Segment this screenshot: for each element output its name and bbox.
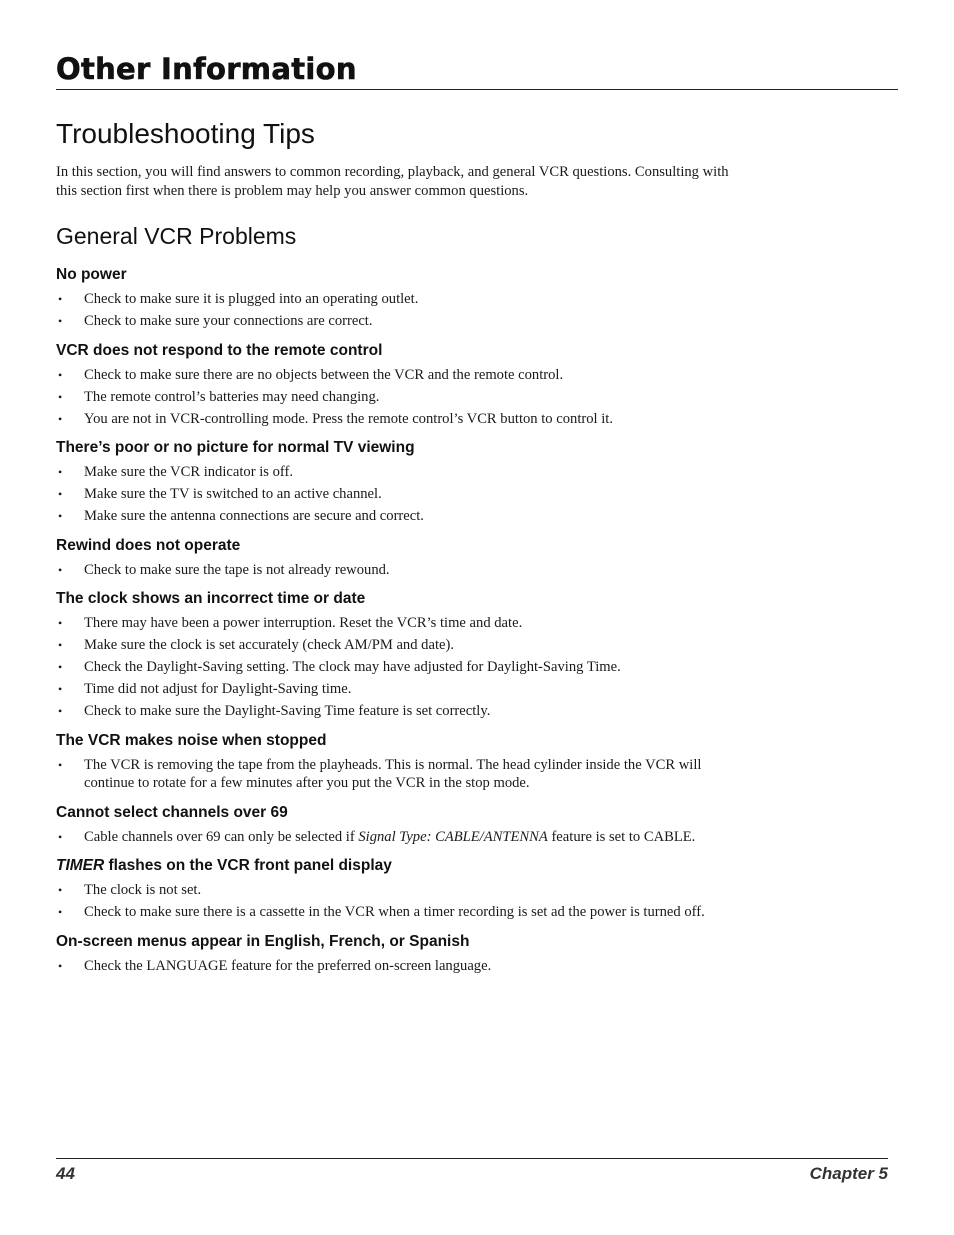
bullet-icon: • <box>58 704 63 718</box>
list-item-text: Make sure the antenna connections are secure and correct. <box>84 508 424 524</box>
problem-heading: Rewind does not operate <box>56 536 241 554</box>
list-item-text: Check to make sure the Daylight-Saving Time feature is set correctly. <box>84 703 491 719</box>
bullet-icon: • <box>58 314 63 328</box>
bullet-icon: • <box>58 883 63 897</box>
chapter-header <box>56 52 898 90</box>
problem-heading-text: flashes on the VCR front panel display <box>104 857 392 874</box>
list-item <box>56 636 736 655</box>
list-item-text: feature is set to CABLE. <box>547 828 696 845</box>
chapter-label: Chapter 5 <box>809 1164 888 1183</box>
bullet-icon: • <box>58 660 63 674</box>
problem-section <box>56 588 736 721</box>
bullet-icon: • <box>58 829 63 844</box>
bullet-list <box>56 881 736 922</box>
list-item <box>56 290 736 309</box>
list-item-text: Check to make sure there are no objects between the VCR and the remote control. <box>84 366 564 383</box>
list-item <box>56 388 736 407</box>
bullet-list <box>56 828 736 847</box>
problem-section <box>56 855 736 922</box>
bullet-icon: • <box>58 682 63 696</box>
bullet-list <box>56 366 736 429</box>
list-item <box>56 366 736 385</box>
problem-heading <box>56 855 736 877</box>
list-item <box>56 680 736 699</box>
list-item-text: Make sure the clock is set accurately (check AM/PM and date). <box>84 637 454 653</box>
problem-heading-emphasis: TIMER <box>56 857 105 874</box>
list-item-text: Check to make sure there is a cassette in the VCR when a timer recording is set ad the power is turned off. <box>84 904 705 920</box>
list-item-text: The remote control’s batteries may need changing. <box>84 388 380 405</box>
list-item-text: Time did not adjust for Daylight-Saving time. <box>84 681 352 697</box>
page-title: Troubleshooting Tips <box>56 118 315 149</box>
bullet-icon: • <box>58 367 63 382</box>
chapter-title: Other Information <box>56 52 357 86</box>
intro-paragraph: In this section, you will find answers to common recording, playback, and general VCR questions. Consulting with this section first when there is problem may help you answer common questions. <box>56 164 729 199</box>
list-item <box>56 410 736 429</box>
bullet-icon: • <box>58 509 63 523</box>
page-number: 44 <box>56 1164 75 1183</box>
bullet-icon: • <box>58 487 63 501</box>
problem-heading: No power <box>56 266 127 283</box>
problem-section <box>56 264 736 331</box>
bullet-icon: • <box>58 465 63 479</box>
bullet-list <box>56 957 736 976</box>
bullet-icon: • <box>58 292 63 306</box>
bullet-icon: • <box>58 616 63 630</box>
list-item <box>56 463 736 482</box>
problem-section <box>56 730 736 793</box>
list-item-text: Make sure the TV is switched to an active channel. <box>84 486 382 502</box>
problem-heading: The VCR makes noise when stopped <box>56 731 327 749</box>
list-item-text: The clock is not set. <box>84 882 202 898</box>
bullet-icon: • <box>58 905 63 919</box>
list-item <box>56 561 736 580</box>
problem-section <box>56 437 736 526</box>
bullet-list <box>56 561 736 580</box>
list-item-text: Cable channels over 69 can only be selected if <box>84 828 359 845</box>
problem-heading: The clock shows an incorrect time or date <box>56 590 366 607</box>
bullet-list <box>56 463 736 526</box>
problem-heading: Cannot select channels over 69 <box>56 803 288 821</box>
list-item <box>56 756 736 793</box>
bullet-list <box>56 290 736 331</box>
list-item-emphasis: Signal Type: CABLE/ANTENNA <box>358 828 548 845</box>
list-item-text: You are not in VCR-controlling mode. Press the remote control’s VCR button to control it. <box>84 410 613 427</box>
problem-heading: VCR does not respond to the remote control <box>56 341 383 359</box>
list-item <box>56 658 736 677</box>
problem-section <box>56 931 736 976</box>
bullet-list <box>56 614 736 721</box>
bullet-icon: • <box>58 638 63 652</box>
bullet-icon: • <box>58 562 63 577</box>
bullet-icon: • <box>58 958 63 973</box>
bullet-icon: • <box>58 389 63 404</box>
problem-section <box>56 340 736 429</box>
list-item <box>56 312 736 331</box>
list-item-text: Check the LANGUAGE feature for the preferred on-screen language. <box>84 957 492 974</box>
bullet-icon: • <box>58 757 63 772</box>
list-item-text: Make sure the VCR indicator is off. <box>84 464 294 480</box>
list-item-text: There may have been a power interruption. Reset the VCR’s time and date. <box>84 615 523 631</box>
section-title: General VCR Problems <box>56 223 297 249</box>
list-item-text: Check to make sure it is plugged into an operating outlet. <box>84 291 419 307</box>
problem-heading: There’s poor or no picture for normal TV viewing <box>56 439 415 456</box>
bullet-icon: • <box>58 411 63 426</box>
problem-section <box>56 802 736 847</box>
list-item <box>56 507 736 526</box>
list-item <box>56 957 736 976</box>
list-item <box>56 702 736 721</box>
list-item <box>56 881 736 900</box>
list-item-text: The VCR is removing the tape from the playheads. This is normal. The head cylinder inside the VCR will continue to rotate for a few minutes after you put the VCR in the stop mode. <box>84 756 702 791</box>
list-item-text: Check the Daylight-Saving setting. The clock may have adjusted for Daylight-Saving Time. <box>84 659 621 675</box>
list-item <box>56 614 736 633</box>
list-item-text: Check to make sure your connections are correct. <box>84 313 373 329</box>
page-footer <box>56 1158 888 1188</box>
list-item-text: Check to make sure the tape is not already rewound. <box>84 561 390 578</box>
list-item <box>56 828 736 847</box>
problem-heading: On-screen menus appear in English, French, or Spanish <box>56 932 470 950</box>
problem-list <box>56 264 736 984</box>
bullet-list <box>56 756 736 793</box>
list-item <box>56 485 736 504</box>
problem-section <box>56 535 736 580</box>
list-item <box>56 903 736 922</box>
